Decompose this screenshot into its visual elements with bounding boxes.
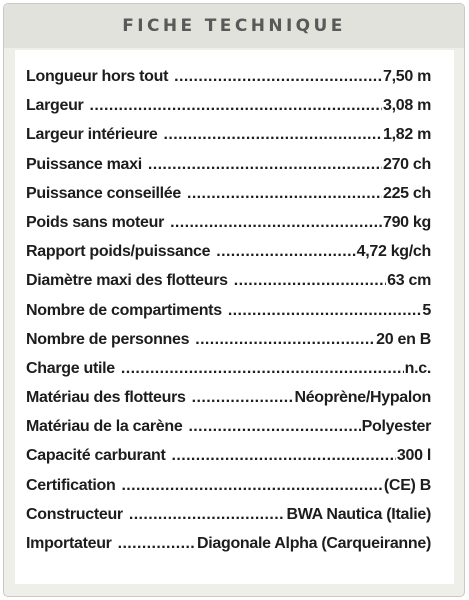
spec-value: Néoprène/Hypalon	[294, 389, 431, 407]
spec-value: n.c.	[404, 359, 431, 377]
dot-leader	[174, 68, 382, 86]
spec-row	[26, 331, 431, 360]
spec-label: Largeur intérieure	[26, 126, 158, 144]
spec-row	[26, 535, 431, 564]
dot-leader	[187, 185, 382, 203]
spec-value: Diagonale Alpha (Carqueiranne)	[196, 535, 431, 552]
spec-row	[26, 214, 431, 243]
spec-sheet-header	[4, 4, 464, 48]
spec-row	[26, 272, 431, 301]
spec-row	[26, 447, 431, 476]
dot-leader	[148, 156, 382, 174]
spec-row	[26, 302, 431, 331]
dot-leader	[129, 506, 286, 524]
dot-leader	[121, 477, 382, 495]
spec-value: Polyester	[361, 418, 431, 436]
dot-leader	[121, 360, 404, 378]
dot-leader	[188, 418, 360, 436]
spec-row	[26, 97, 431, 126]
dot-leader	[89, 97, 382, 115]
dot-leader	[170, 214, 382, 232]
dot-leader	[172, 447, 396, 465]
spec-row	[26, 477, 431, 506]
spec-value: 20 en B	[376, 330, 431, 348]
spec-label: Matériau des flotteurs	[26, 389, 186, 407]
dot-leader	[228, 302, 422, 320]
spec-row	[26, 418, 431, 447]
spec-sheet-card	[3, 3, 465, 597]
spec-value: 7,50 m	[382, 68, 431, 85]
spec-label: Diamètre maxi des flotteurs	[26, 272, 228, 290]
spec-label: Importateur	[26, 535, 112, 552]
spec-row	[26, 185, 431, 214]
spec-label: Rapport poids/puissance	[26, 243, 211, 261]
spec-row	[26, 156, 431, 185]
dot-leader	[192, 389, 294, 407]
spec-label: Constructeur	[26, 505, 123, 523]
dot-leader	[216, 243, 355, 261]
spec-value: BWA Nautica (Italie)	[286, 505, 431, 523]
spec-value: (CE) B	[383, 476, 431, 494]
spec-label: Matériau de la carène	[26, 418, 183, 436]
dot-leader	[234, 272, 386, 290]
spec-label: Puissance maxi	[26, 155, 142, 173]
spec-row	[26, 389, 431, 418]
spec-label: Poids sans moteur	[26, 213, 165, 231]
spec-value: 3,08 m	[382, 97, 431, 115]
spec-value: 270 ch	[382, 155, 431, 173]
spec-row	[26, 126, 431, 155]
dot-leader	[118, 535, 196, 553]
spec-row	[26, 243, 431, 272]
spec-row	[26, 360, 431, 389]
spec-row	[26, 506, 431, 535]
spec-label: Nombre de personnes	[26, 330, 190, 348]
spec-label: Puissance conseillée	[26, 184, 181, 202]
spec-value: 300 l	[396, 447, 431, 465]
spec-sheet-title: FICHE TECHNIQUE	[122, 16, 346, 36]
spec-label: Longueur hors tout	[26, 68, 169, 85]
spec-label: Largeur	[26, 97, 84, 115]
spec-label: Charge utile	[26, 359, 115, 377]
spec-row	[26, 68, 431, 97]
spec-list	[26, 68, 431, 564]
spec-value: 4,72 kg/ch	[356, 243, 431, 261]
spec-label: Nombre de compartiments	[26, 301, 222, 319]
spec-value: 225 ch	[382, 184, 431, 202]
spec-value: 5	[422, 301, 431, 319]
spec-value: 1,82 m	[382, 126, 431, 144]
spec-sheet-body	[15, 50, 454, 584]
spec-label: Certification	[26, 476, 116, 494]
dot-leader	[164, 126, 382, 144]
spec-value: 63 cm	[387, 272, 431, 290]
spec-label: Capacité carburant	[26, 447, 166, 465]
spec-value: 790 kg	[382, 213, 431, 231]
dot-leader	[195, 331, 375, 349]
